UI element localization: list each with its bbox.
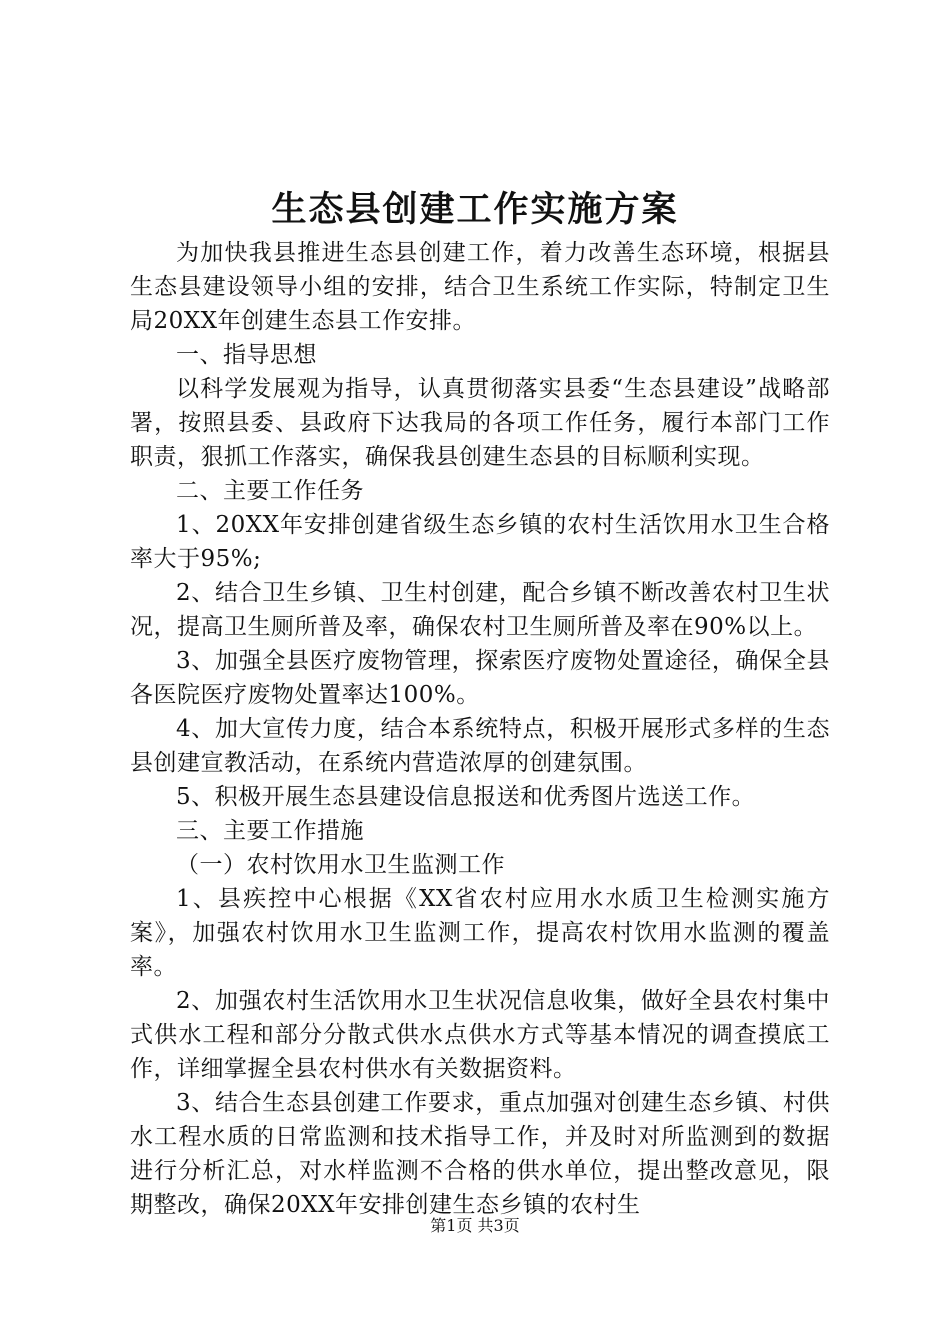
task-item-3: 3、加强全县医疗废物管理，探索医疗废物处置途径，确保全县各医院医疗废物处置率达100%。 [130, 648, 830, 708]
measure-item-2: 2、加强农村生活饮用水卫生状况信息收集，做好全县农村集中式供水工程和部分分散式供水点供水方式等基本情况的调查摸底工作，详细掌握全县农村供水有关数据资料。 [130, 988, 830, 1082]
measure-item-3: 3、结合生态县创建工作要求，重点加强对创建生态乡镇、村供水工程水质的日常监测和技术指导工作，并及时对所监测到的数据进行分析汇总，对水样监测不合格的供水单位，提出整改意见，限期整改，确保20XX年安排创建生态乡镇的农村生 [130, 1090, 830, 1218]
subsection-heading-water-monitoring: （一）农村饮用水卫生监测工作 [176, 852, 505, 878]
task-item-5: 5、积极开展生态县建设信息报送和优秀图片选送工作。 [176, 784, 756, 810]
measure-item-1: 1、县疾控中心根据《XX省农村应用水水质卫生检测实施方案》，加强农村饮用水卫生监测工作，提高农村饮用水监测的覆盖率。 [130, 886, 830, 980]
intro-paragraph: 为加快我县推进生态县创建工作，着力改善生态环境，根据县生态县建设领导小组的安排，结合卫生系统工作实际，特制定卫生局20XX年创建生态县工作安排。 [130, 240, 830, 334]
page-number-footer: 第1页 共3页 [430, 1216, 520, 1235]
document-title: 生态县创建工作实施方案 [271, 189, 679, 230]
section-heading-main-measures: 三、主要工作措施 [176, 818, 364, 844]
task-item-4: 4、加大宣传力度，结合本系统特点，积极开展形式多样的生态县创建宣教活动，在系统内营造浓厚的创建氛围。 [130, 716, 830, 776]
task-item-2: 2、结合卫生乡镇、卫生村创建，配合乡镇不断改善农村卫生状况，提高卫生厕所普及率，确保农村卫生厕所普及率在90%以上。 [130, 580, 830, 640]
task-item-1: 1、20XX年安排创建省级生态乡镇的农村生活饮用水卫生合格率大于95%; [130, 512, 830, 572]
guiding-ideology-paragraph: 以科学发展观为指导，认真贯彻落实县委“生态县建设”战略部署，按照县委、县政府下达我局的各项工作任务，履行本部门工作职责，狠抓工作落实，确保我县创建生态县的目标顺利实现。 [130, 376, 830, 470]
document-body [130, 236, 830, 1222]
section-heading-main-tasks: 二、主要工作任务 [176, 478, 364, 504]
section-heading-guiding-ideology: 一、指导思想 [176, 342, 317, 368]
